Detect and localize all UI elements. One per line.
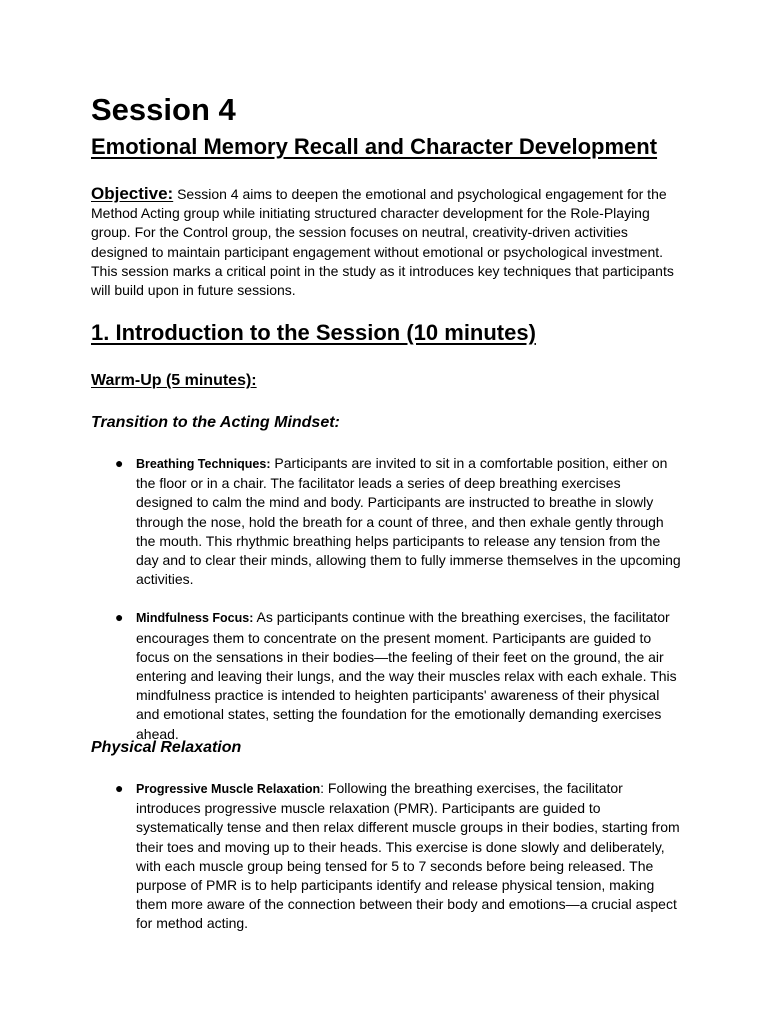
physical-list [111, 779, 681, 934]
list-item-pmr [111, 779, 681, 934]
bullet-icon: ● [115, 609, 124, 626]
transition-list [111, 454, 681, 744]
section-heading: 1. Introduction to the Session (10 minutes) [91, 320, 536, 345]
transition-heading: Transition to the Acting Mindset: [91, 414, 340, 431]
list-item-mindfulness [111, 608, 681, 743]
list-item-text: : Following the breathing exercises, the facilitator introduces progressive muscle relaxation (PMR). Participants are guided to systematically tense and then relax different muscle groups in their bodies, starting from their toes and moving up to their heads. This exercise is done slowly and deliberately, with each muscle group being tensed for 5 to 7 seconds before being released. The purpose of PMR is to help participants identify and release physical tension, making them more aware of the connection between their body and emotions—a crucial aspect for method acting. [136, 780, 680, 932]
page-title: Session 4 [91, 92, 236, 127]
bullet-icon: ● [115, 780, 124, 796]
list-item-term: Mindfulness Focus: [136, 611, 254, 626]
list-item-text: As participants continue with the breathing exercises, the facilitator encourages them to concentrate on the present moment. Participants are guided to focus on the sensations in their bodies—the feeling of their feet on the ground, the air entering and leaving their lungs, and the way their muscles relax with each exhale. This mindfulness practice is intended to heighten participants' awareness of their physical and emotional states, setting the foundation for the emotionally demanding exercises ahead. [136, 609, 677, 742]
objective-label: Objective: [91, 184, 174, 203]
objective-text: Session 4 aims to deepen the emotional and psychological engagement for the Method Acting group while initiating structured character development for the Role-Playing group. For the Control group, the session focuses on neutral, creativity-driven activities designed to maintain participant engagement without emotional or psychological investment. This session marks a critical point in the study as it introduces key techniques that participants will build upon in future sessions. [91, 186, 674, 299]
list-item-term: Breathing Techniques: [136, 457, 271, 471]
physical-relaxation-heading: Physical Relaxation [91, 739, 242, 756]
list-item-breathing [111, 454, 681, 589]
list-item-term: Progressive Muscle Relaxation [136, 782, 321, 796]
bullet-icon: ● [115, 455, 124, 471]
objective-paragraph [91, 184, 681, 300]
list-item-text: Participants are invited to sit in a comfortable position, either on the floor or in a chair. The facilitator leads a series of deep breathing exercises designed to calm the mind and body. Participants are instructed to breathe in slowly through the nose, hold the breath for a count of three, and then exhale gently through the mouth. This rhythmic breathing helps participants to release any tension from the day and to clear their minds, allowing them to fully immerse themselves in the upcoming activities. [136, 455, 681, 588]
warmup-heading: Warm-Up (5 minutes): [91, 372, 257, 389]
page-subtitle: Emotional Memory Recall and Character Development [91, 134, 658, 159]
